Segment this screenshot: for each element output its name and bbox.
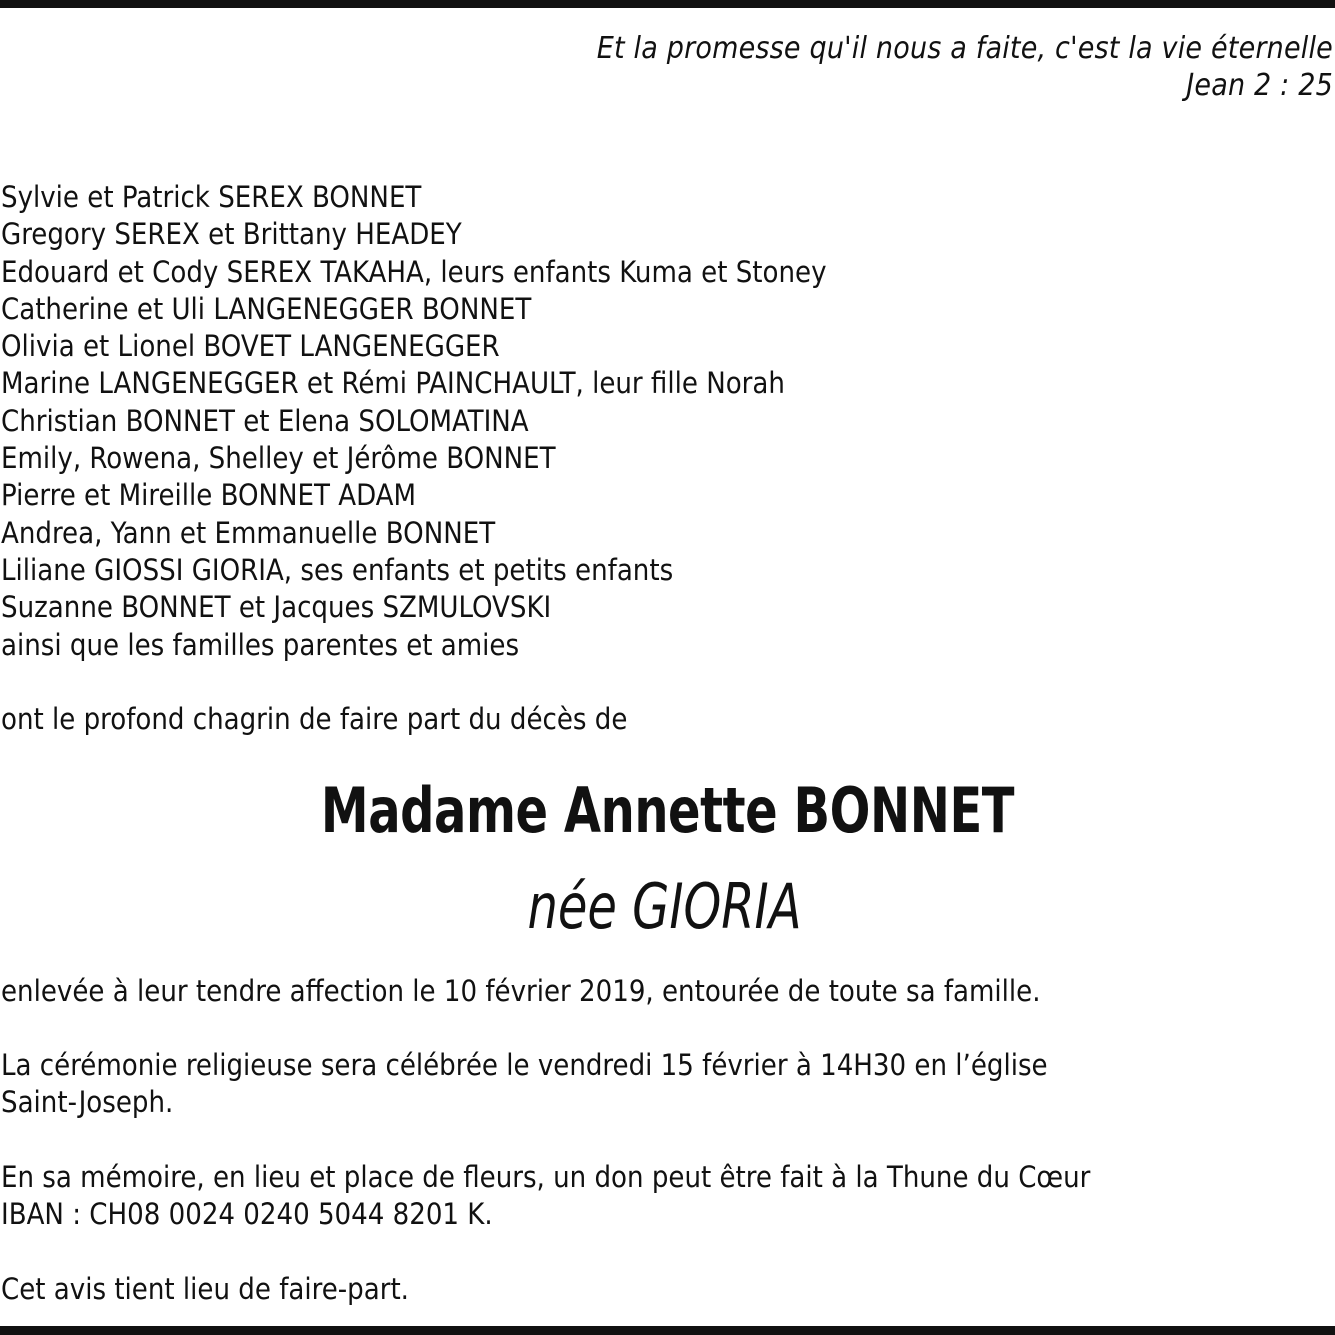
family-line: Liliane GIOSSI GIORIA, ses enfants et petits enfants bbox=[1, 552, 674, 587]
epigraph-reference: Jean 2 : 25 bbox=[1186, 68, 1333, 103]
deceased-block bbox=[0, 770, 1335, 944]
ceremony-text bbox=[1, 1047, 1048, 1122]
epigraph bbox=[597, 30, 1333, 104]
announcement-text: ont le profond chagrin de faire part du décès de bbox=[1, 702, 628, 736]
family-line: Gregory SEREX et Brittany HEADEY bbox=[1, 217, 462, 252]
family-list bbox=[1, 179, 827, 664]
deceased-birth-name: née GIORIA bbox=[527, 870, 802, 943]
family-line: Marine LANGENEGGER et Rémi PAINCHAULT, leur fille Norah bbox=[1, 366, 785, 401]
donation-line: En sa mémoire, en lieu et place de fleurs, un don peut être fait à la Thune du Cœur bbox=[1, 1160, 1091, 1194]
family-line: Suzanne BONNET et Jacques SZMULOVSKI bbox=[1, 590, 552, 625]
ceremony-line: Saint-Joseph. bbox=[1, 1085, 174, 1120]
deceased-name: Madame Annette BONNET bbox=[320, 774, 1015, 847]
family-line: Olivia et Lionel BOVET LANGENEGGER bbox=[1, 329, 500, 364]
donation-iban: IBAN : CH08 0024 0240 5044 8201 K. bbox=[1, 1197, 493, 1232]
family-line: Christian BONNET et Elena SOLOMATINA bbox=[1, 403, 529, 438]
family-line: ainsi que les familles parentes et amies bbox=[1, 627, 520, 662]
bottom-border-rule bbox=[0, 1326, 1335, 1335]
family-line: Catherine et Uli LANGENEGGER BONNET bbox=[1, 291, 532, 326]
family-line: Pierre et Mireille BONNET ADAM bbox=[1, 478, 417, 513]
family-line: Sylvie et Patrick SEREX BONNET bbox=[1, 180, 422, 214]
family-line: Emily, Rowena, Shelley et Jérôme BONNET bbox=[1, 441, 556, 476]
ceremony-line: La cérémonie religieuse sera célébrée le vendredi 15 février à 14H30 en l’église bbox=[1, 1048, 1048, 1082]
donation-text bbox=[1, 1159, 1090, 1234]
family-line: Andrea, Yann et Emmanuelle BONNET bbox=[1, 515, 496, 550]
family-line: Edouard et Cody SEREX TAKAHA, leurs enfants Kuma et Stoney bbox=[1, 254, 827, 289]
epigraph-quote: Et la promesse qu'il nous a faite, c'est la vie éternelle bbox=[596, 31, 1333, 66]
top-border-rule bbox=[0, 0, 1335, 8]
closing-text: Cet avis tient lieu de faire-part. bbox=[1, 1272, 409, 1306]
passing-text: enlevée à leur tendre affection le 10 février 2019, entourée de toute sa famille. bbox=[1, 974, 1041, 1008]
